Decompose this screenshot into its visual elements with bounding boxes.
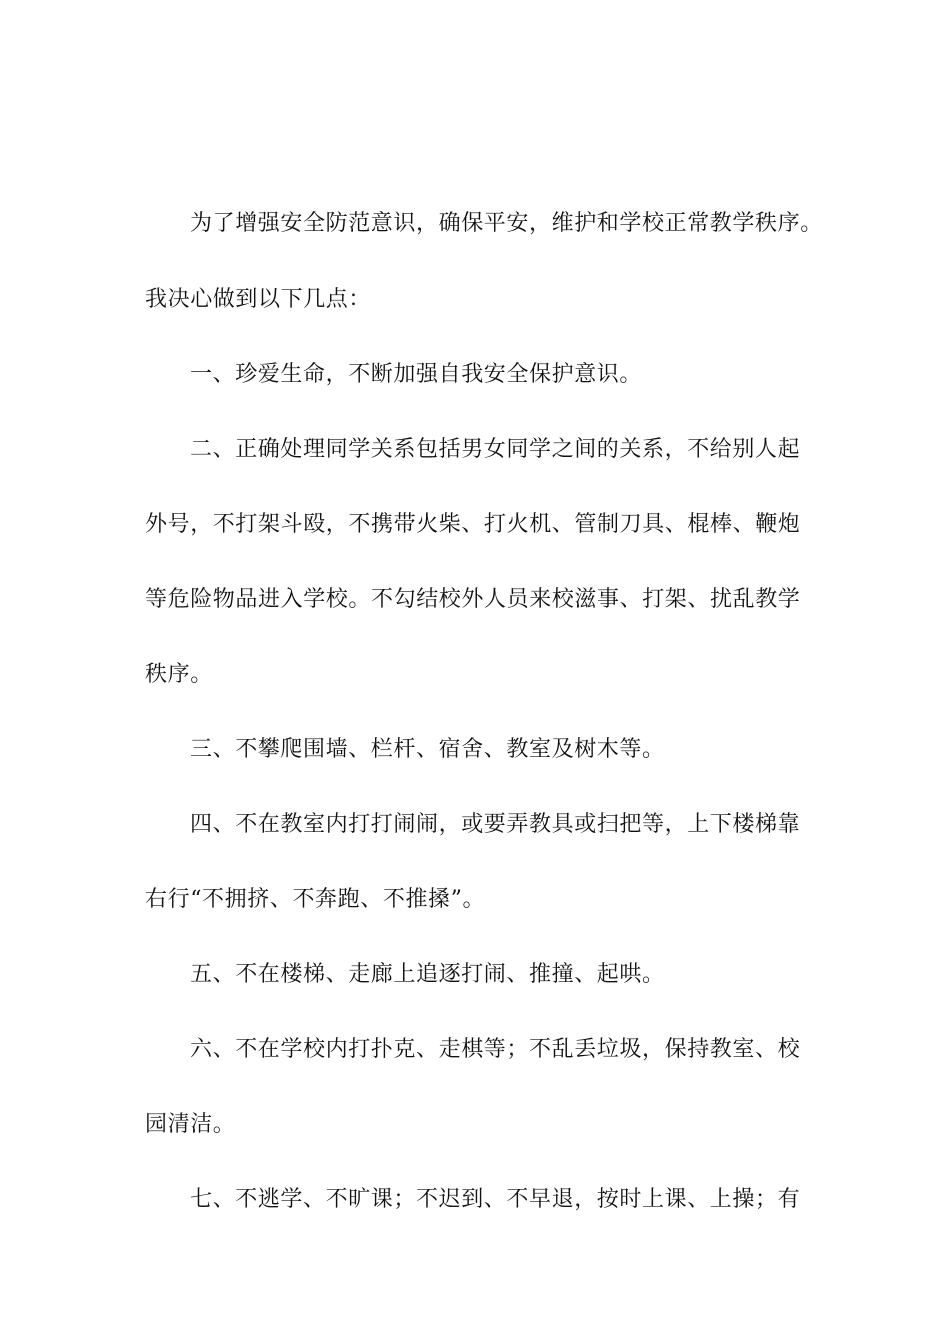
paragraph-intro-line-1: 为了增强安全防范意识，确保平安，维护和学校正常教学秩序。 [190,211,823,236]
item-1-line-1: 一、珍爱生命，不断加强自我安全保护意识。 [190,362,643,387]
item-6-line-2: 园清洁。 [145,1112,236,1137]
paragraph-intro-line-2: 我决心做到以下几点： [145,287,372,312]
item-2-line-3: 等危险物品进入学校。不勾结校外人员来校滋事、打架、扰乱教学 [145,587,801,612]
item-2-line-4: 秩序。 [145,662,213,687]
item-4-line-2: 右行“不拥挤、不奔跑、不推搡”。 [145,887,486,912]
item-2-line-1: 二、正确处理同学关系包括男女同学之间的关系，不给别人起 [190,437,801,462]
item-4-line-1: 四、不在教室内打打闹闹，或要弄教具或扫把等，上下楼梯靠 [190,812,801,837]
item-5-line-1: 五、不在楼梯、走廊上追逐打闹、推撞、起哄。 [190,962,665,987]
item-3-line-1: 三、不攀爬围墙、栏杆、宿舍、教室及树木等。 [190,737,665,762]
item-2-line-2: 外号，不打架斗殴，不携带火柴、打火机、管制刀具、棍棒、鞭炮 [145,512,801,537]
item-6-line-1: 六、不在学校内打扑克、走棋等；不乱丢垃圾，保持教室、校 [190,1037,801,1062]
item-7-line-1: 七、不逃学、不旷课；不迟到、不早退，按时上课、上操；有 [190,1187,801,1212]
